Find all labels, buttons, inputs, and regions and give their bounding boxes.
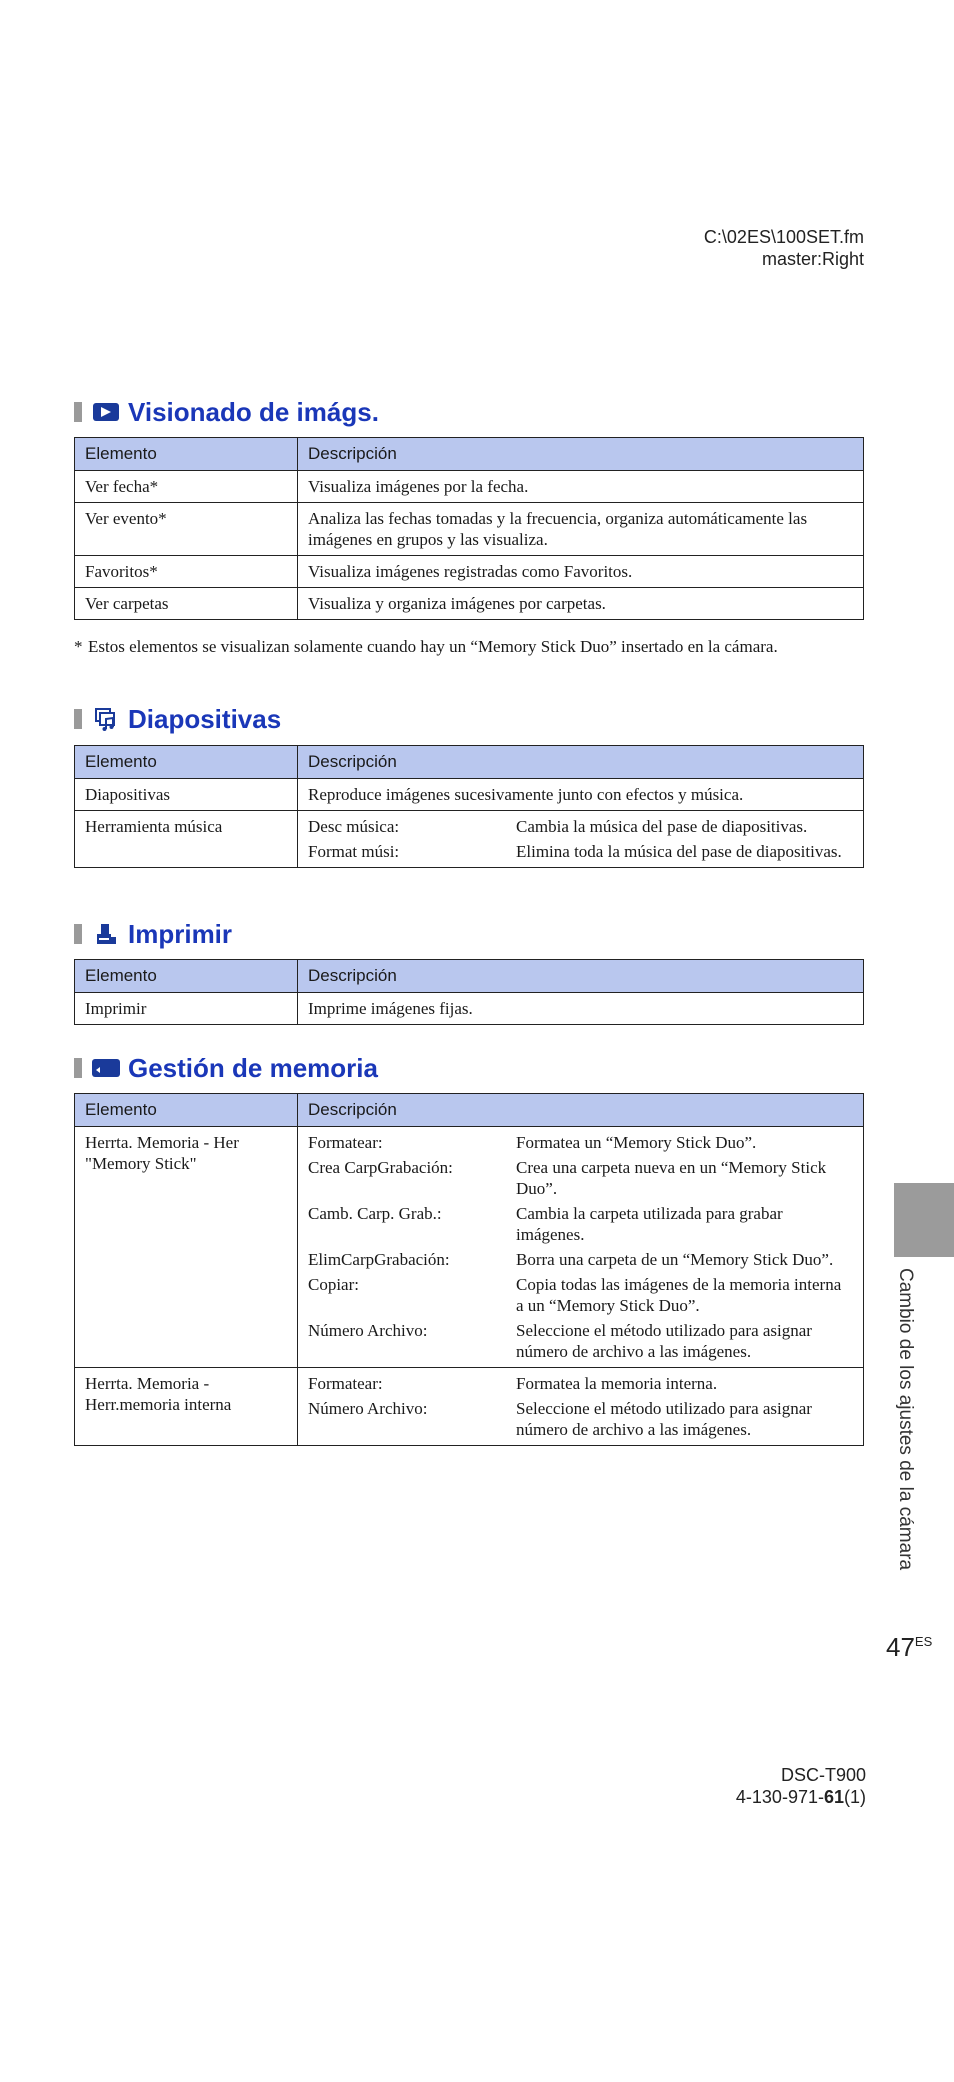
sub-label: Crea CarpGrabación: xyxy=(308,1158,453,1177)
item-cell: Favoritos* xyxy=(75,556,298,588)
column-header-descripcion: Descripción xyxy=(298,1094,864,1127)
item-cell: Imprimir xyxy=(75,993,298,1025)
side-chapter-label: Cambio de los ajustes de la cámara xyxy=(895,1268,916,1571)
table-row xyxy=(75,779,864,811)
table-row xyxy=(75,556,864,588)
section-title-visionado xyxy=(74,395,379,429)
part-number-suffix: (1) xyxy=(844,1787,866,1807)
desc-cell: Visualiza y organiza imágenes por carpetas. xyxy=(298,588,864,620)
section-title-text: Diapositivas xyxy=(128,703,282,734)
desc-cell: Visualiza imágenes registradas como Favoritos. xyxy=(298,556,864,588)
item-cell: Diapositivas xyxy=(75,779,298,811)
model-name: DSC-T900 xyxy=(780,1765,866,1785)
table-diapositivas xyxy=(74,745,864,868)
table-header-row xyxy=(75,438,864,471)
sub-item xyxy=(308,1157,853,1199)
section-title-gestion xyxy=(74,1051,378,1085)
table-row xyxy=(75,811,864,868)
section-title-text: Gestión de memoria xyxy=(128,1052,378,1083)
side-tab-marker xyxy=(894,1183,954,1257)
item-cell: Herramienta música xyxy=(75,811,298,868)
table-row xyxy=(75,471,864,503)
column-header-elemento: Elemento xyxy=(75,960,298,993)
sub-desc: Borra una carpeta de un “Memory Stick Duo”. xyxy=(516,1250,834,1269)
sub-label: Número Archivo: xyxy=(308,1399,428,1418)
sub-label: Formatear: xyxy=(308,1374,383,1393)
master-label: master:Right xyxy=(761,249,864,269)
sub-desc: Cambia la carpeta utilizada para grabar imágenes. xyxy=(516,1204,783,1244)
item-cell: Herrta. Memoria - Her "Memory Stick" xyxy=(75,1127,298,1368)
desc-cell: Analiza las fechas tomadas y la frecuencia, organiza automáticamente las imágenes en grupos y las visualiza. xyxy=(298,503,864,556)
section-title-diapositivas xyxy=(74,702,281,736)
play-icon xyxy=(92,400,120,424)
table-row xyxy=(75,588,864,620)
sub-item xyxy=(308,1249,853,1270)
sub-desc: Cambia la música del pase de diapositivas. xyxy=(516,817,808,836)
sub-item xyxy=(308,1320,853,1362)
item-cell: Herrta. Memoria - Herr.memoria interna xyxy=(75,1368,298,1446)
desc-cell xyxy=(298,811,864,868)
page-number-value: 47 xyxy=(886,1632,915,1662)
table-row xyxy=(75,1127,864,1368)
table-gestion xyxy=(74,1093,864,1446)
desc-cell xyxy=(298,1368,864,1446)
section-title-imprimir xyxy=(74,917,232,951)
table-row xyxy=(75,503,864,556)
table-row xyxy=(75,1368,864,1446)
column-header-elemento: Elemento xyxy=(75,1094,298,1127)
table-header-row xyxy=(75,1094,864,1127)
sub-label: Número Archivo: xyxy=(308,1321,428,1340)
title-bar-marker xyxy=(74,1058,82,1078)
sub-label: ElimCarpGrabación: xyxy=(308,1250,450,1269)
page-number xyxy=(886,1632,932,1663)
slideshow-icon xyxy=(92,707,120,731)
table-row xyxy=(75,993,864,1025)
column-header-descripcion: Descripción xyxy=(298,438,864,471)
column-header-elemento: Elemento xyxy=(75,438,298,471)
desc-cell: Reproduce imágenes sucesivamente junto con efectos y música. xyxy=(298,779,864,811)
part-number-bold: 61 xyxy=(823,1787,844,1807)
sub-desc: Seleccione el método utilizado para asignar número de archivo a las imágenes. xyxy=(516,1321,812,1361)
column-header-elemento: Elemento xyxy=(75,746,298,779)
footnote-marker: * xyxy=(74,637,83,656)
sub-desc: Elimina toda la música del pase de diapositivas. xyxy=(516,842,842,861)
sub-item xyxy=(308,816,853,837)
sub-item xyxy=(308,841,853,862)
item-cell: Ver fecha* xyxy=(75,471,298,503)
footnote xyxy=(74,636,864,657)
sub-desc: Seleccione el método utilizado para asignar número de archivo a las imágenes. xyxy=(516,1399,812,1439)
sub-desc: Formatea un “Memory Stick Duo”. xyxy=(516,1133,757,1152)
sub-item xyxy=(308,1203,853,1245)
title-bar-marker xyxy=(74,709,82,729)
desc-cell xyxy=(298,1127,864,1368)
sub-desc: Crea una carpeta nueva en un “Memory Stick Duo”. xyxy=(516,1158,827,1198)
sub-label: Format músi: xyxy=(308,842,400,861)
footnote-text: Estos elementos se visualizan solamente cuando hay un “Memory Stick Duo” insertado en la cámara. xyxy=(88,637,778,656)
column-header-descripcion: Descripción xyxy=(298,746,864,779)
sub-item xyxy=(308,1132,853,1153)
sub-label: Camb. Carp. Grab.: xyxy=(308,1204,442,1223)
table-imprimir xyxy=(74,959,864,1025)
sub-desc: Copia todas las imágenes de la memoria interna a un “Memory Stick Duo”. xyxy=(516,1275,842,1315)
sub-item xyxy=(308,1274,853,1316)
title-bar-marker xyxy=(74,402,82,422)
item-cell: Ver carpetas xyxy=(75,588,298,620)
file-path: C:\02ES\100SET.fm xyxy=(703,227,864,247)
section-title-text: Visionado de imágs. xyxy=(128,396,379,427)
table-visionado xyxy=(74,437,864,620)
print-icon xyxy=(92,922,120,946)
sub-label: Copiar: xyxy=(308,1275,359,1294)
sub-item xyxy=(308,1373,853,1394)
item-cell: Ver evento* xyxy=(75,503,298,556)
file-header xyxy=(704,226,864,270)
part-number xyxy=(736,1786,866,1808)
table-header-row xyxy=(75,746,864,779)
page-number-suffix: ES xyxy=(914,1634,933,1649)
sub-desc: Formatea la memoria interna. xyxy=(516,1374,718,1393)
title-bar-marker xyxy=(74,924,82,944)
sub-item xyxy=(308,1398,853,1440)
memory-card-icon xyxy=(92,1056,120,1080)
part-number-prefix: 4-130-971- xyxy=(735,1787,824,1807)
table-header-row xyxy=(75,960,864,993)
column-header-descripcion: Descripción xyxy=(298,960,864,993)
desc-cell: Imprime imágenes fijas. xyxy=(298,993,864,1025)
sub-label: Desc música: xyxy=(308,817,400,836)
sub-label: Formatear: xyxy=(308,1133,383,1152)
footer xyxy=(736,1764,866,1808)
section-title-text: Imprimir xyxy=(128,918,233,949)
desc-cell: Visualiza imágenes por la fecha. xyxy=(298,471,864,503)
